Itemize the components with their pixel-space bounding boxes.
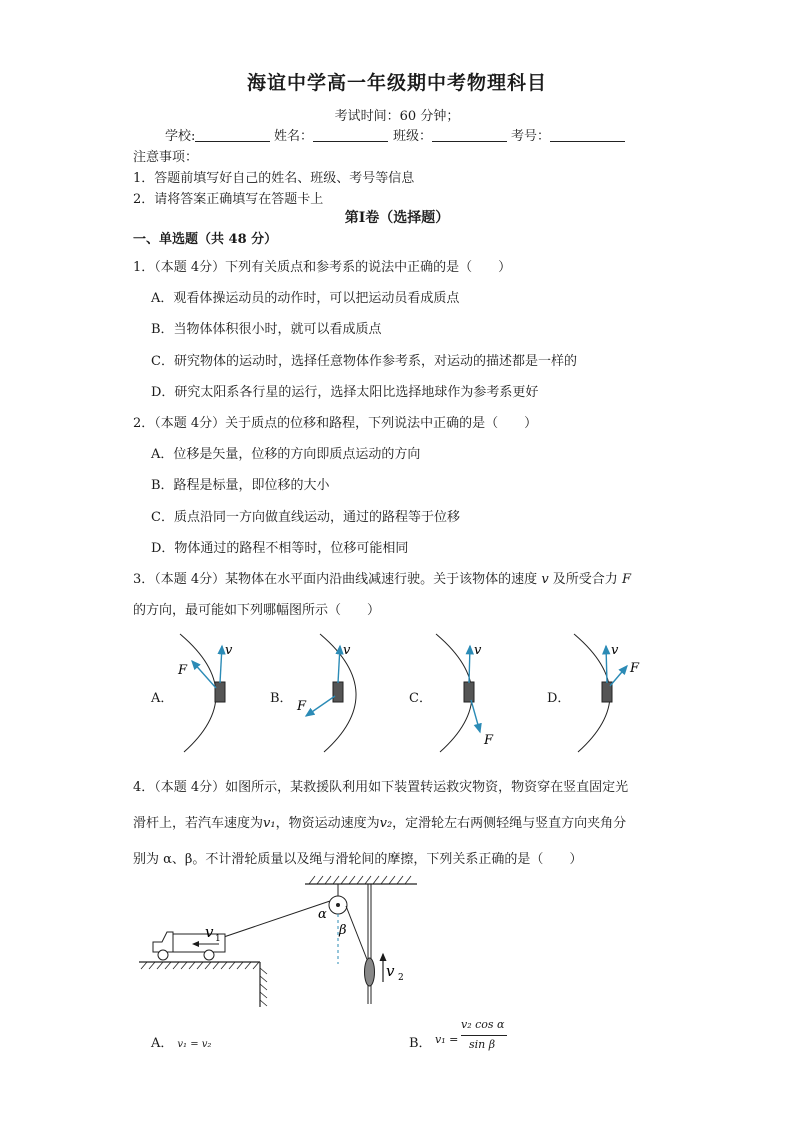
q4-text-a: 滑杆上，若汽车速度为 [133, 816, 264, 831]
school-blank[interactable] [195, 128, 270, 142]
question-4-option-a[interactable] [151, 1032, 211, 1051]
fig-c-f-label: F [484, 733, 494, 748]
question-4-figure [135, 872, 425, 1017]
v1-sub: 1 [215, 934, 221, 944]
q4-option-a-formula: v₁ = v₂ [177, 1039, 212, 1050]
notes-heading: 注意事项： [133, 150, 199, 165]
name-blank[interactable] [313, 128, 388, 142]
question-2-option-b[interactable]: B．路程是标量，即位移的大小 [151, 478, 330, 493]
figure-b-label[interactable]: B． [270, 691, 293, 706]
exam-time: 考试时间：60 分钟； [334, 109, 460, 124]
exam-title: 海谊中学高一年级期中考物理科目 [246, 72, 547, 94]
school-label: 学校: [165, 129, 196, 144]
section-title: 第Ⅰ卷（选择题） [344, 210, 450, 226]
name-field[interactable] [274, 125, 388, 144]
figure-c-label[interactable]: C． [409, 691, 432, 706]
q4-option-a-label: A． [151, 1036, 174, 1051]
question-1-option-a[interactable]: A．观看体操运动员的动作时，可以把运动员看成质点 [151, 291, 460, 306]
v2-label: v [386, 962, 395, 980]
name-label: 姓名： [274, 129, 314, 144]
fig-b-f-label: F [297, 699, 307, 714]
q4-text-c: ，定滑轮左右两侧轻绳与竖直方向夹角分 [392, 816, 627, 831]
q4-option-b-denominator: sin β [469, 1038, 496, 1051]
cargo [365, 958, 375, 986]
q4-option-b-fraction-bar [461, 1035, 507, 1036]
alpha-label: α [318, 907, 327, 922]
q4-option-b-numerator: v₂ cos α [461, 1018, 505, 1031]
question-3-stem-line1 [133, 568, 631, 587]
q4-v1-symbol: v₁ [263, 816, 276, 831]
question-2-stem: 2．（本题 4分）关于质点的位移和路程，下列说法中正确的是（ ） [133, 416, 538, 431]
question-2-option-a[interactable]: A．位移是矢量，位移的方向即质点运动的方向 [151, 447, 421, 462]
q3-text-b: 及所受合力 [548, 572, 622, 587]
q3-text-a: 3．（本题 4分）某物体在水平面内沿曲线减速行驶。关于该物体的速度 [133, 572, 542, 587]
figure-3c[interactable] [436, 634, 494, 752]
q4-option-b-label: B． [409, 1036, 432, 1051]
number-label: 考号： [511, 129, 551, 144]
question-1-option-c[interactable]: C．研究物体的运动时，选择任意物体作参考系，对运动的描述都是一样的 [151, 354, 577, 369]
fig-d-v-label: v [611, 643, 619, 658]
q3-v-symbol: v [541, 572, 549, 587]
question-4-stem-line2 [133, 812, 626, 831]
fig-a-v-label: v [225, 643, 233, 658]
school-field[interactable] [165, 125, 270, 144]
q4-text-b: ，物资运动速度为 [275, 816, 380, 831]
figure-3a[interactable] [177, 634, 233, 752]
q4-v2-symbol: v₂ [379, 816, 393, 831]
q3-f-symbol: F [621, 572, 631, 587]
question-4-stem-line3: 别为 α、β。不计滑轮质量以及绳与滑轮间的摩擦，下列关系正确的是（ ） [133, 852, 583, 867]
figure-a-label[interactable]: A． [151, 691, 174, 706]
question-1-option-b[interactable]: B．当物体体积很小时，就可以看成质点 [151, 322, 382, 337]
figure-d-label[interactable]: D． [547, 691, 571, 706]
fig-b-v-label: v [343, 643, 351, 658]
part-heading: 一、单选题（共 48 分） [133, 232, 278, 247]
v2-sub: 2 [398, 973, 404, 983]
fig-a-f-label: F [178, 663, 188, 678]
figure-3d[interactable] [574, 634, 640, 752]
notes-item-1: 1．答题前填写好自己的姓名、班级、考号等信息 [133, 171, 415, 186]
figure-3b[interactable] [296, 634, 356, 752]
fig-d-f-label: F [630, 661, 640, 676]
number-field[interactable] [511, 125, 625, 144]
question-1-option-d[interactable]: D．研究太阳系各行星的运行，选择太阳比选择地球作为参考系更好 [151, 385, 539, 400]
number-blank[interactable] [550, 128, 625, 142]
fig-c-v-label: v [474, 643, 482, 658]
question-1-stem: 1．（本题 4分）下列有关质点和参考系的说法中正确的是（ ） [133, 260, 512, 275]
class-label: 班级： [393, 129, 433, 144]
question-2-option-d[interactable]: D．物体通过的路程不相等时，位移可能相同 [151, 541, 409, 556]
beta-label: β [339, 923, 347, 938]
notes-item-2: 2．请将答案正确填写在答题卡上 [133, 192, 324, 207]
question-3-stem-line2: 的方向，最可能如下列哪幅图所示（ ） [133, 603, 381, 618]
class-field[interactable] [393, 125, 507, 144]
class-blank[interactable] [432, 128, 507, 142]
question-2-option-c[interactable]: C．质点沿同一方向做直线运动，通过的路程等于位移 [151, 510, 460, 525]
question-4-stem-line1: 4．（本题 4分）如图所示，某救援队利用如下装置转运救灾物资，物资穿在竖直固定光 [133, 780, 629, 795]
q4-option-b-lhs: v₁ = [435, 1033, 459, 1046]
v1-label: v [205, 923, 214, 941]
